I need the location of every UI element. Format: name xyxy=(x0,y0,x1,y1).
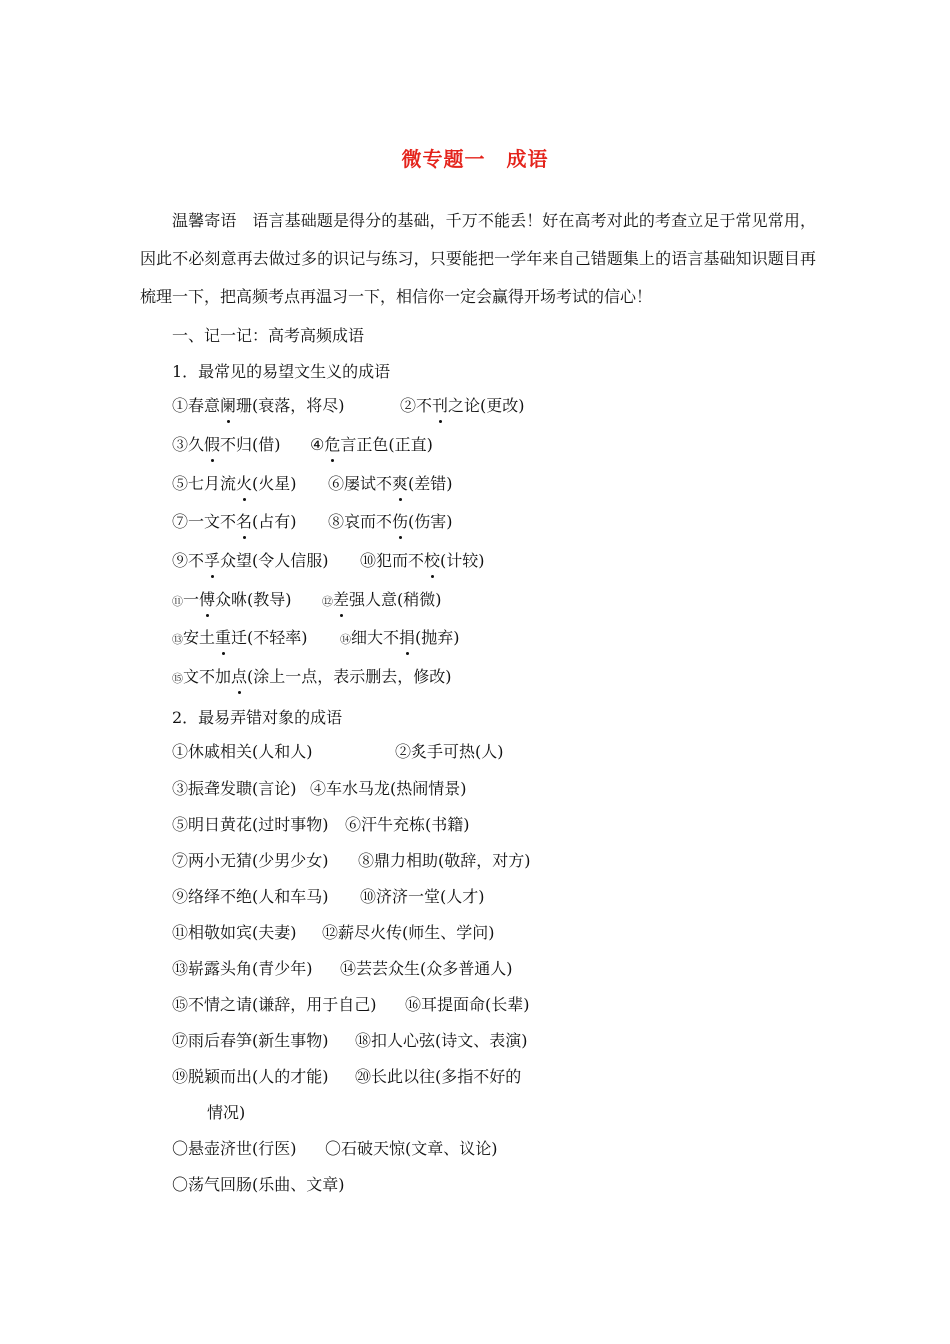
idiom-text: 不 xyxy=(416,396,433,415)
idiom-entry xyxy=(328,509,453,532)
idiom-number: ⑫ xyxy=(322,595,333,608)
idiom-gloss: (伤害) xyxy=(408,512,453,531)
idiom-gloss: 不归(借) xyxy=(220,435,281,454)
idiom-gloss: (占有) xyxy=(252,512,297,531)
idiom-gloss: (计较) xyxy=(440,551,485,570)
idiom-entry xyxy=(172,628,308,647)
idiom-gloss: 众咻(教导) xyxy=(215,590,292,609)
section-heading: 一、记一记：高考高频成语 xyxy=(172,326,365,345)
idiom-number: ⑮ xyxy=(172,672,183,685)
idiom-entry: ⑯耳提面命(长辈) xyxy=(405,995,530,1014)
idiom-text: 不 xyxy=(188,551,205,570)
idiom-number: ⑬ xyxy=(172,633,183,646)
idiom-gloss: (涂上一点，表示删去，修改) xyxy=(247,667,452,686)
idiom-entry: ②炙手可热(人) xyxy=(395,742,504,761)
idiom-row xyxy=(172,587,442,610)
idiom-gloss: (火星) xyxy=(252,474,297,493)
idiom-text: 屡试不 xyxy=(344,474,393,493)
idiom-text: 哀而不 xyxy=(344,512,393,531)
idiom-row xyxy=(172,625,460,648)
idiom-entry xyxy=(172,396,345,415)
emphasis-char: 重 xyxy=(215,625,231,648)
idiom-text: 一 xyxy=(183,590,200,609)
idiom-number: ⑤ xyxy=(172,474,189,493)
idiom-entry: ⑦两小无猜(少男少女) xyxy=(172,851,329,870)
idiom-number: ⑥ xyxy=(328,474,345,493)
idiom-text: 春意 xyxy=(188,396,221,415)
idiom-entry: ⑫薪尽火传(师生、学问) xyxy=(322,923,495,942)
idiom-number: ⑪ xyxy=(172,595,183,608)
idiom-entry xyxy=(310,432,433,455)
idiom-entry xyxy=(172,474,297,493)
emphasis-char: 阑 xyxy=(220,393,236,416)
idiom-entry xyxy=(172,667,452,686)
idiom-entry xyxy=(172,590,292,609)
emphasis-char: 傅 xyxy=(199,587,215,610)
idiom-entry: 〇悬壶济世(行医) xyxy=(172,1139,297,1158)
intro-text: 语言基础题是得分的基础，千万不能丢！好在高考对此的考查立足于常见常用，因此不必刻意再去做过多的识记与练习，只要能把一学年来自己错题集上的语言基础知识题目再梳理一下，把高频考点再温习一下，相信你一定会赢得开场考试的信心！ xyxy=(140,211,816,306)
idiom-text: 一文不 xyxy=(188,512,237,531)
part1-heading: 1．最常见的易望文生义的成语 xyxy=(172,362,391,381)
idiom-entry: ⑰雨后春笋(新生事物) xyxy=(172,1031,329,1050)
intro-paragraph xyxy=(140,202,816,316)
emphasis-char: 捐 xyxy=(399,625,415,648)
idiom-entry: ⑤明日黄花(过时事物) xyxy=(172,815,329,834)
idiom-entry: ⑳长此以往(多指不好的 xyxy=(355,1067,522,1086)
part2-heading: 2．最易弄错对象的成语 xyxy=(172,708,343,727)
idiom-row xyxy=(172,432,433,455)
emphasis-char: 校 xyxy=(424,548,440,571)
idiom-text: 久 xyxy=(188,435,205,454)
idiom-entry: ⑨络绎不绝(人和车马) xyxy=(172,887,329,906)
idiom-gloss: 珊(衰落，将尽) xyxy=(236,396,345,415)
idiom-row xyxy=(172,393,525,416)
emphasis-char: 假 xyxy=(204,432,220,455)
idiom-text: 细大不 xyxy=(351,628,400,647)
emphasis-char: 爽 xyxy=(392,471,408,494)
idiom-number: ⑩ xyxy=(360,551,377,570)
idiom-entry: ⑥汗牛充栋(书籍) xyxy=(345,815,470,834)
idiom-entry: ⑲脱颖而出(人的才能) xyxy=(172,1067,329,1086)
idiom-gloss: 迁(不轻率) xyxy=(231,628,308,647)
idiom-text: 七月流 xyxy=(188,474,237,493)
idiom-gloss: 之论(更改) xyxy=(448,396,525,415)
idiom-row xyxy=(172,664,452,687)
intro-label: 温馨寄语 xyxy=(172,211,237,230)
idiom-number: ③ xyxy=(172,435,189,454)
idiom-entry: ①休戚相关(人和人) xyxy=(172,742,313,761)
idiom-gloss: (抛弃) xyxy=(415,628,460,647)
idiom-entry: ⑱扣人心弦(诗文、表演) xyxy=(355,1031,528,1050)
idiom-entry: ⑧鼎力相助(敬辞，对方) xyxy=(358,851,531,870)
idiom-gloss: 强人意(稍微) xyxy=(349,590,442,609)
idiom-entry xyxy=(360,548,485,571)
idiom-entry: ⑩济济一堂(人才) xyxy=(360,887,485,906)
idiom-gloss: (差错) xyxy=(408,474,453,493)
idiom-gloss: 众望(令人信服) xyxy=(220,551,329,570)
page-title: 微专题一 成语 xyxy=(401,147,549,171)
idiom-entry xyxy=(322,587,442,610)
idiom-gloss: 言正色(正直) xyxy=(340,435,433,454)
emphasis-char: 危 xyxy=(324,432,340,455)
idiom-row xyxy=(172,509,453,532)
idiom-number: ⑦ xyxy=(172,512,189,531)
emphasis-char: 伤 xyxy=(392,509,408,532)
idiom-entry: ③振聋发聩(言论) xyxy=(172,779,297,798)
idiom-text: 安土 xyxy=(183,628,216,647)
idiom-entry: 〇石破天惊(文章、议论) xyxy=(325,1139,498,1158)
idiom-row xyxy=(172,548,485,571)
idiom-number: ⑨ xyxy=(172,551,189,570)
idiom-text: 犯而不 xyxy=(376,551,425,570)
idiom-entry xyxy=(172,551,329,570)
idiom-entry: ④车水马龙(热闹情景) xyxy=(310,779,467,798)
idiom-number: ② xyxy=(400,396,417,415)
emphasis-char: 刊 xyxy=(432,393,448,416)
idiom-entry: ⑭芸芸众生(众多普通人) xyxy=(340,959,513,978)
idiom-entry: ⑪相敬如宾(夫妻) xyxy=(172,923,297,942)
idiom-entry: ⑬崭露头角(青少年) xyxy=(172,959,313,978)
idiom-entry: ⑮不情之请(谦辞，用于自己) xyxy=(172,995,377,1014)
idiom-entry xyxy=(400,393,525,416)
idiom-number: ④ xyxy=(310,435,325,454)
idiom-entry xyxy=(328,471,453,494)
idiom-number: ⑧ xyxy=(328,512,345,531)
idiom-number: ① xyxy=(172,396,189,415)
emphasis-char: 名 xyxy=(236,509,252,532)
idiom-text: 文不加 xyxy=(183,667,232,686)
idiom-entry xyxy=(172,512,297,531)
idiom-number: ⑭ xyxy=(340,633,351,646)
idiom-entry xyxy=(340,625,460,648)
idiom-entry: 〇荡气回肠(乐曲、文章) xyxy=(172,1175,345,1194)
emphasis-char: 点 xyxy=(231,664,247,687)
emphasis-char: 差 xyxy=(333,587,349,610)
idiom-entry: 情况) xyxy=(207,1103,246,1122)
emphasis-char: 孚 xyxy=(204,548,220,571)
idiom-row xyxy=(172,471,453,494)
idiom-entry xyxy=(172,435,281,454)
emphasis-char: 火 xyxy=(236,471,252,494)
